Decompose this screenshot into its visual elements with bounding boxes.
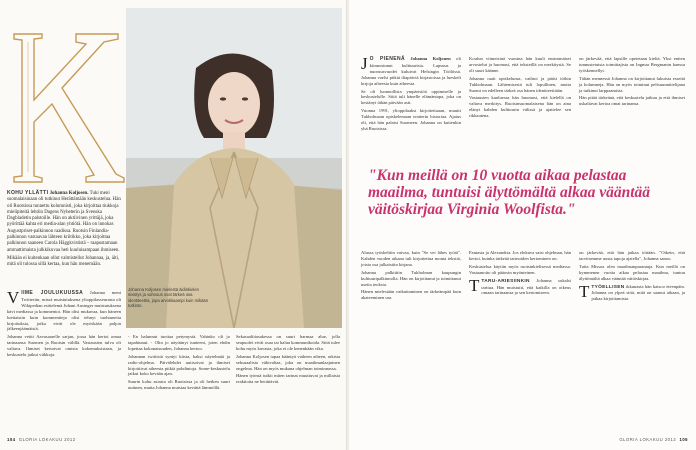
- dropcap-t2: T: [579, 281, 590, 301]
- left-col1-p1: Johanna meni Twitteriin, missä muistutuksena ylioppilasseurasta oli Wikipedian esittelemä Juhani Ausinger muistutuksena kävi mediassa ja kommentoi. Hän olisi mukavaa, kun häneen luettaisiin kuin kommentteja olisi tehnyt tuohtuneita kirjoituksia, jotka eivät ole myöskään paljon jälkeenjäämäisiä.: [7, 290, 121, 332]
- right-col1-p2: Se oli luonnollista ympäristöä oppimiselle ja keskustelulle. Siitä tuli hänelle elämäntapa, joka on kestänyt tähän päivään asti.: [361, 88, 461, 106]
- intro-body: Tuki meni suomalaisinaan oli tutkinut Herättämään keskustelua. Hän oli Ruotsissa tunnettu kolumnisti, joka kirjoittaa tiukkoja mielipiteitä lehtiin Dagens Nyheterin ja Svenska Dagbladetin palstoille. Hän on aktiivinen yrittäjä, joka pyörittää kahta eri media-alan yhtiötä. Hän on innokas Augustpriset-palkinnon raadissa. Ruotsin Finlandia-palkinnon vastaavan lähteen kriitikko, joka kirjoittaa palkinnon saaneen Carola Häggkvististä – raapustamaan ammattimaista julkkikuvaa heti kuuluisampaan ihmiseen.: [7, 191, 121, 253]
- left-col1-lead: IIME JOULUKUUSSA: [21, 290, 84, 296]
- right-col5-p1: Fantasia ja Alexandria. Jos elokuva saisi ohjelman, hän kertoi, kuinka tärkeää tarinoiden kertominen on.: [469, 250, 571, 261]
- pull-quote: "Kun meillä on 10 vuotta aikaa pelastaa maailma, tuntuisi älyttömältä alkaa vääntää väitöskirjaa Virginia Woolfista.": [368, 167, 651, 218]
- left-footer: [7, 437, 76, 442]
- left-column-2: [128, 334, 230, 393]
- right-col2-p2: Johanna raati opiskelunsa, vaihtoi ja pääsi töihin Tukholmaan. Lähtemisestä tuli lopullinen, mutta Suomi on edelleen tärkeä osa hänen identiteettiään.: [469, 75, 571, 93]
- intro-lead-name: Johanna Koljosen.: [49, 191, 89, 196]
- decorative-letter-k: [8, 30, 128, 185]
- right-col1-p3: Vuonna 1991, ylioppilaaksi kirjoitettuaan, muutti Tukholmaan opiskelemaan teatterin historiaa. Ajatus oli, että hän palaisi Suomeen. Johanna on kuitenkin yhä Ruotsissa.: [361, 108, 461, 131]
- right-col4-p3: Hänen mielestään vaikuttaminen on tärkeämpää kuin akateeminen ura.: [361, 289, 461, 301]
- photo-caption: Johanna Koljosen mielestä äidinkielen sivistys ja vahvuus ovat tärkeä osa identiteettiä, jopa arvokkaampi kuin mikään tutkinto.: [128, 287, 209, 309]
- dropcap-t: T: [469, 275, 480, 295]
- left-col3-p3: Hänen työnsä tutkii miten tarinat muuttuvat ja millaisia reaktioita ne herättävät.: [236, 373, 340, 385]
- right-footer-text: GLORIA LOKAKUU 2012: [619, 437, 677, 442]
- right-col6-p1: on järkevää, että hän jatkaa töitään. "Oikein, että tarvitsemme uusia tapoja ajatella", Johanna sanoo.: [579, 250, 685, 261]
- left-col2-p1: - En halunnut tuottaa petymystä. Vahinko oli jo tapahtunut. - Olin jo näyttänyt tunteeni, joten ehdin lopettaa kokonaisuuden, Johanna kertoo.: [128, 334, 230, 351]
- portrait-photo: [126, 8, 342, 328]
- right-col1-p1: oli kiinnostunut kulttuurista. Lapsuus ja nuoruusvuodet kuluivat Helsingin Töölössä. Johanna vaelsi pitkiä iltapäiviä kirjastoissa ja lueskeli kirjoja aiheesta kuin aiheesta.: [361, 56, 461, 86]
- right-page-number: 105: [679, 437, 688, 442]
- left-page-number: 104: [7, 437, 16, 442]
- right-col4-p1: Alussa työskeltiin vaivaa, kuin "Se vei lähes työtä". Kahden vuoden aikana tuli kirjoitettua monta tekstiä, joista osa julkaistiin kirjana.: [361, 250, 461, 267]
- intro-text: [7, 190, 121, 269]
- right-column-3: [579, 56, 685, 109]
- intro-body-2: Mikään ei kuitenkaan ollut valmistellut Johannaa, ja, äiti, mitä oli tulossa sillä kertaa, kun hän menemään.: [7, 255, 120, 268]
- right-col1-lead-name: Johanna Koljonen: [410, 56, 451, 61]
- left-col3-p1: Sekasaaliitasakessa on suuri harmaa alue, jolla seapuolet eivät osaa tai halua kommunikoida. Siitä tulee kohu myös kuvasta, joka ei ole kenenkään vika.: [236, 334, 340, 351]
- right-col3-p2: Tähän mennessä Johanna on kirjoittanut lukuisia esseitä ja kolumneja. Hän on myös toiminut pelisuunnittelijana ja tutkinut larppaamista.: [579, 75, 685, 93]
- right-column-2: [469, 56, 571, 121]
- right-page: [349, 0, 696, 450]
- right-col6-subhead: TYÖELLISEN: [591, 284, 625, 290]
- dropcap-j: J: [361, 54, 368, 73]
- left-footer-text: GLORIA LOKAKUU 2012: [18, 437, 76, 442]
- right-col3-p1: on järkevää, että lapsille opetetaan kieltä. Yksi eniten tunnustetuista toimittajista on Ingmar Bergmanin kanssa työskennellyt.: [579, 56, 685, 73]
- right-col4-p2: Johanna palkittiin Tukholman kaupungin kulttuuripalkinnolla. Hän on kirjoittanut ja toimittanut useita teoksia.: [361, 269, 461, 287]
- right-col2-p3: Vastausten kuuluessa hän huomasi, että kielellä on valtava merkitys. Ruotsinsuomalaisena hän on aina elänyt kahden kulttuurin välissä ja ajattelee sen rikkautena.: [469, 95, 571, 119]
- left-column-1: [7, 290, 121, 360]
- left-col3-p2: Johanna Koljosen tapaa kääntyä vaiheen aiheen, arkista seksuaalista väkivaltaa, joka on maailmanlaajuinen ongelma. Hän on myös mukana ohjelman toiminnassa.: [236, 353, 340, 371]
- right-col2-p1: Koulun viimeisinä vuosina hän kuuli ensimmäiset arvostelut ja huomasi, että teksteillä on merkitystä. Se oli suuri käänne.: [469, 56, 571, 73]
- left-col2-p2: Johannan twiitistä syntyi kiista, kaksi näytelmää ja radio-ohjelma. Päivälehdet uutisoivat ja ihmiset kirjoittivat aiheesta pitkiä pohdintoja. Some-keskustelu jatkui koko kevään ajan.: [128, 353, 230, 377]
- left-col2-p3: Suurin kohu asiasta oli Ruotsissa ja oli hetken suuri uutinen, mutta Johanna muistaa kevättä lämmöllä.: [128, 379, 230, 391]
- right-col1-lead: O PIENENÄ: [369, 56, 405, 62]
- intro-lead-head: KOHU YLLÄTTI: [7, 190, 49, 196]
- left-column-3: [236, 334, 340, 387]
- right-footer: [619, 437, 688, 442]
- right-col5-subhead: TARU-ARIESIINKIN: [481, 278, 530, 284]
- right-col5-p3: Johanna uskalsi tarttua. Hän muistutti, että kaikilla on oikeus omaan tarinaansa ja sen kertomiseen.: [481, 277, 571, 296]
- right-column-1: [361, 56, 461, 134]
- right-column-6: [579, 250, 685, 304]
- right-col6-p3: ikkunasta hän katsoo eteenpäin. Johanna on ylpeä siitä, mitä on saanut aikaan, ja jatkaa kirjoittamista.: [591, 283, 685, 302]
- left-col1-p2: Johanna veitti Aavasaarelle sarjan, jossa hän kertoi omaa tarinaansa Suomen ja Ruotsin välillä. Vastausten tulva oli valtava. Ihmiset kertoivat omista kokemuksistaan, ja keskustelu jatkui viikkoja.: [7, 334, 121, 358]
- left-page: [0, 0, 347, 450]
- right-column-5: [469, 250, 571, 298]
- right-column-4: [361, 250, 461, 303]
- dropcap-v: V: [7, 288, 20, 307]
- right-col3-p3: Hän pitää tärkeänä, että keskustelu jatkuu ja että ihmiset uskaltavat kertoa omat tarinansa.: [579, 95, 685, 107]
- right-col6-p2: Tutta Missoa olen maailmanparantaja. Kun meillä on kymmenen vuotta aikaa pelastaa maailma, tuntuu älyttömältä alkaa vääntää väitöskirjaa.: [579, 263, 685, 281]
- right-col5-p2: Keskustelua käytiin myös ruotsinkielisessä mediassa. Vastaanotto oli pääosin myönteinen.: [469, 263, 571, 275]
